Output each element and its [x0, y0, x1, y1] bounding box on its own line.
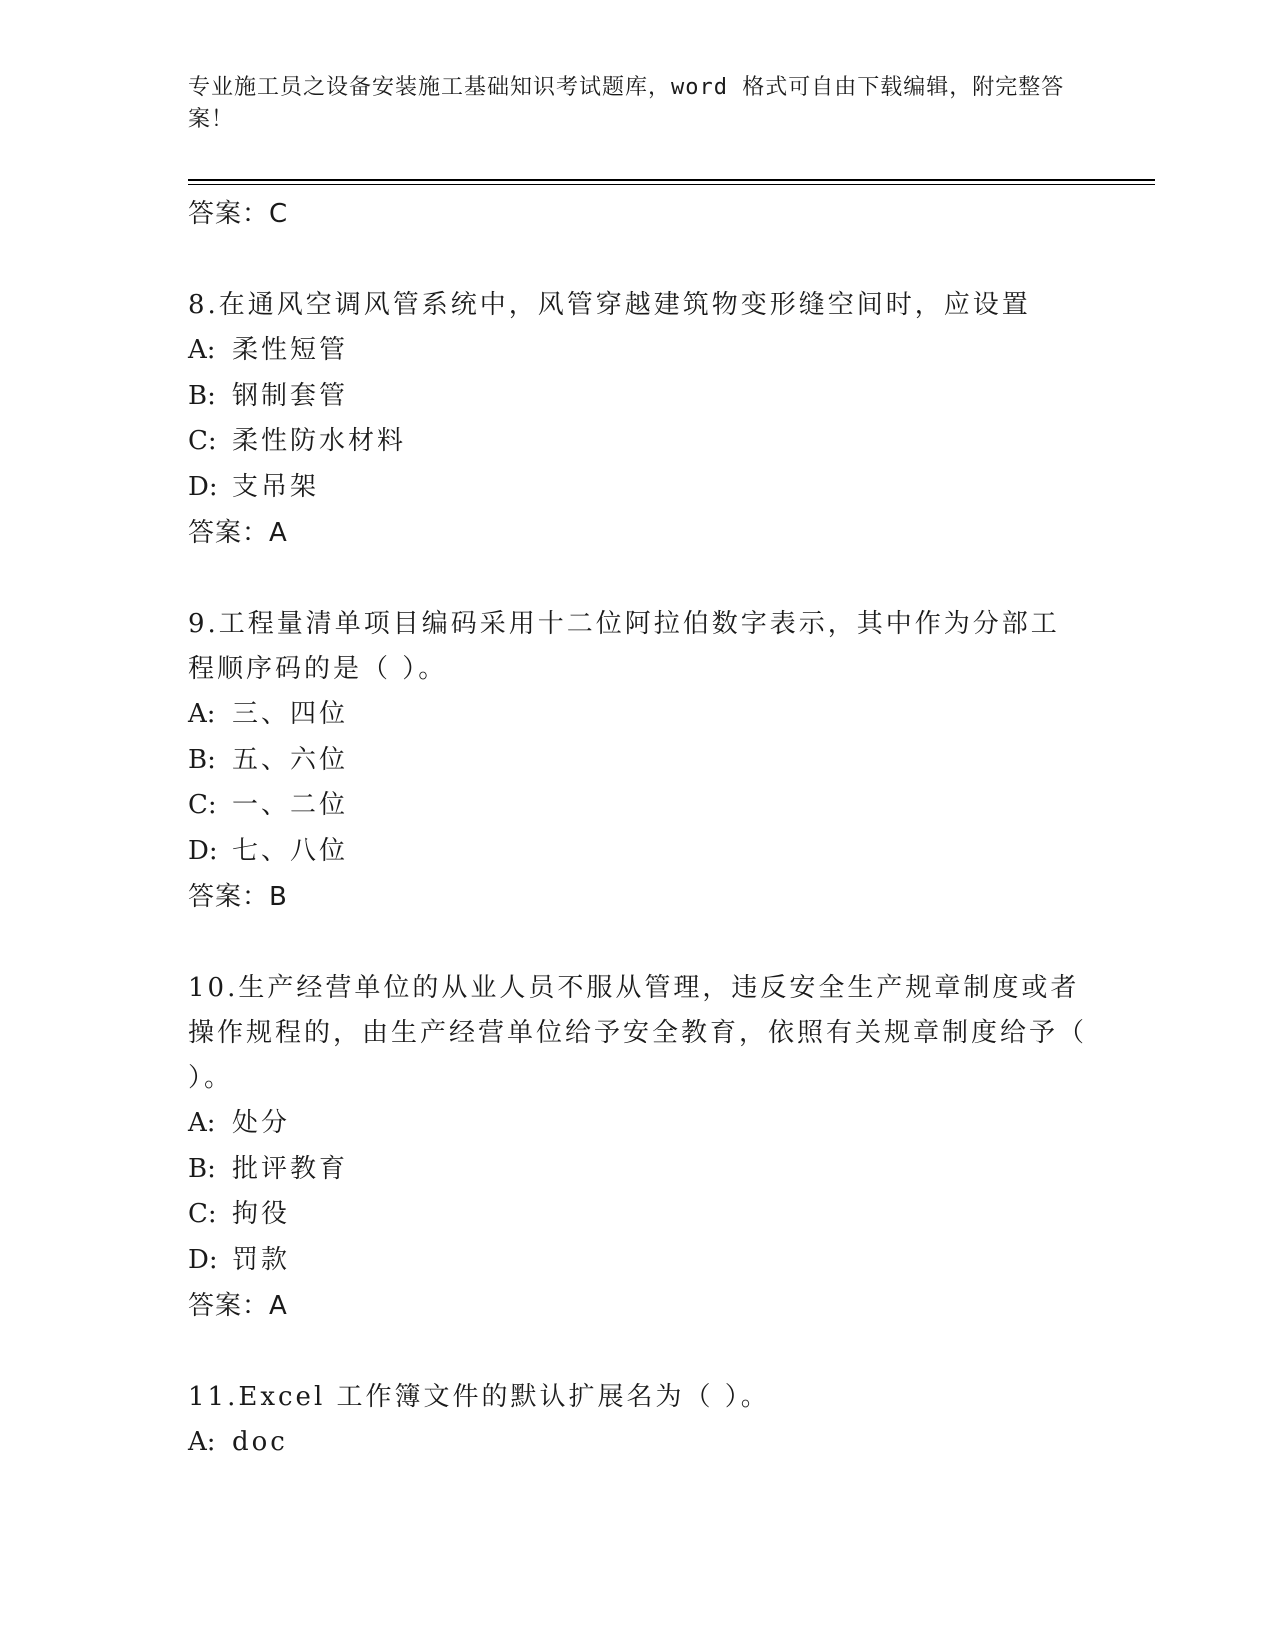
answer-label: 答案： [188, 518, 270, 548]
option-letter: A: [188, 335, 216, 365]
option-text: doc [232, 1427, 288, 1457]
option-d [188, 465, 1088, 511]
option-letter: D: [188, 1244, 218, 1275]
question-stem: 11.Excel 工作簿文件的默认扩展名为（ ）。 [188, 1382, 770, 1412]
option-b [188, 374, 1088, 420]
option-text: 柔性短管 [232, 335, 349, 365]
option-text: 柔性防水材料 [232, 426, 407, 456]
option-letter: B: [188, 744, 216, 775]
answer [188, 1283, 1088, 1329]
answer [188, 510, 1088, 556]
option-text: 处分 [232, 1108, 291, 1138]
question-8 [188, 283, 1088, 556]
option-letter: A: [188, 1108, 216, 1138]
question-stem: 9.工程量清单项目编码采用十二位阿拉伯数字表示，其中作为分部工程顺序码的是（ ）。 [188, 609, 1060, 684]
answer-value: A [269, 1291, 288, 1321]
answer-label: 答案： [188, 1291, 270, 1321]
option-letter: C: [188, 790, 217, 820]
option-d [188, 1238, 1088, 1284]
option-letter: C: [188, 1199, 217, 1229]
option-a [188, 692, 1088, 738]
answer-label: 答案： [188, 882, 270, 912]
answer-value: B [269, 882, 288, 912]
option-c [188, 783, 1088, 829]
option-text: 钢制套管 [232, 380, 349, 411]
option-d [188, 829, 1088, 875]
option-a [188, 328, 1088, 374]
header-rule-thick [188, 179, 1155, 181]
question-list [188, 191, 1088, 1466]
option-text: 批评教育 [232, 1153, 349, 1184]
question-11 [188, 1375, 1088, 1466]
option-letter: A: [188, 699, 216, 729]
option-text: 七、八位 [232, 835, 349, 866]
previous-answer [188, 191, 1088, 237]
option-letter: B: [188, 1153, 216, 1184]
option-b [188, 1147, 1088, 1193]
answer [188, 874, 1088, 920]
option-letter: D: [188, 471, 218, 502]
option-text: 一、二位 [232, 790, 349, 820]
option-letter: A: [188, 1427, 216, 1457]
option-text: 五、六位 [232, 744, 349, 775]
option-text: 三、四位 [232, 699, 349, 729]
option-c [188, 1192, 1088, 1238]
question-10 [188, 966, 1088, 1329]
option-c [188, 419, 1088, 465]
option-text: 罚款 [232, 1244, 291, 1275]
option-letter: C: [188, 426, 217, 456]
option-b [188, 738, 1088, 784]
question-stem: 8.在通风空调风管系统中，风管穿越建筑物变形缝空间时，应设置 [188, 290, 1031, 320]
option-a [188, 1420, 1088, 1466]
answer-value: A [269, 518, 288, 548]
answer-value: C [269, 199, 289, 229]
document-header: 专业施工员之设备安装施工基础知识考试题库，word 格式可自由下载编辑，附完整答案！ [188, 75, 1065, 132]
option-text: 支吊架 [232, 471, 320, 502]
option-a [188, 1101, 1088, 1147]
option-letter: B: [188, 380, 216, 411]
question-9 [188, 602, 1088, 920]
answer-label: 答案： [188, 199, 270, 229]
option-letter: D: [188, 835, 218, 866]
option-text: 拘役 [232, 1199, 291, 1229]
question-stem: 10.生产经营单位的从业人员不服从管理，违反安全生产规章制度或者操作规程的，由生产经营单位给予安全教育，依照有关规章制度给予（ ）。 [188, 973, 1088, 1093]
header-rule-thin [188, 184, 1155, 185]
